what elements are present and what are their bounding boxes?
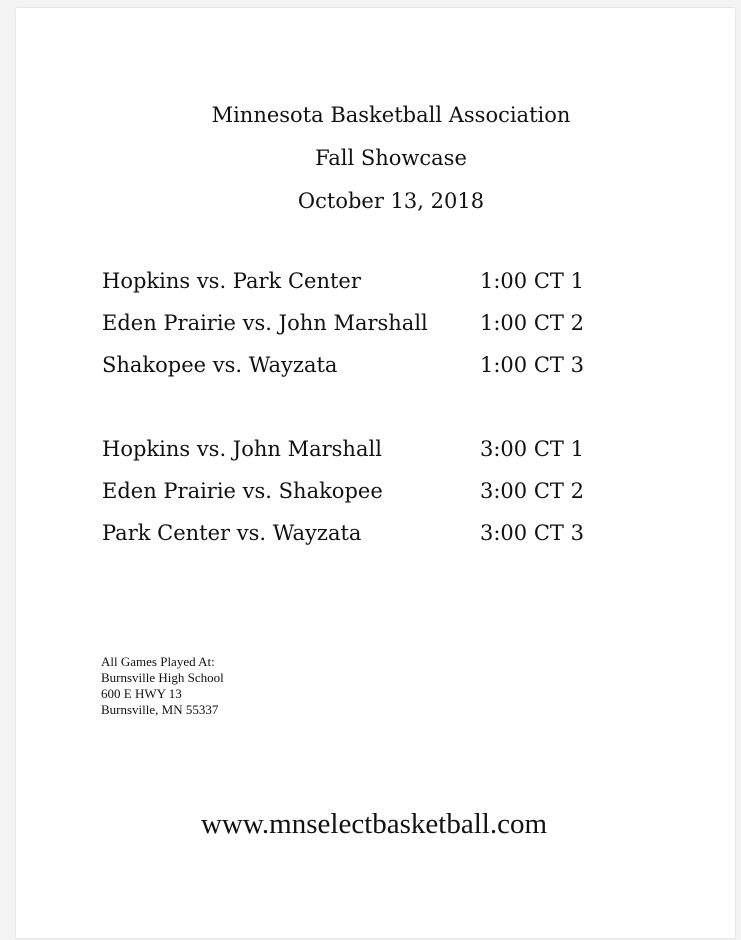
game-matchup: Eden Prairie vs. John Marshall (102, 311, 428, 335)
game-row (102, 344, 622, 386)
game-time-court: 1:00 CT 2 (480, 311, 584, 335)
venue-label: All Games Played At: (101, 654, 215, 669)
game-matchup: Hopkins vs. John Marshall (102, 437, 382, 461)
game-time-court: 1:00 CT 1 (480, 269, 584, 293)
game-row (102, 302, 622, 344)
game-time-court: 3:00 CT 2 (480, 479, 584, 503)
association-title: Minnesota Basketball Association (211, 103, 571, 127)
document-page (16, 8, 735, 938)
venue-street: 600 E HWY 13 (101, 686, 182, 701)
game-matchup: Eden Prairie vs. Shakopee (102, 479, 383, 503)
event-title: Fall Showcase (315, 146, 467, 170)
game-schedule (102, 260, 622, 554)
venue-block (101, 654, 224, 718)
game-row (102, 428, 622, 470)
event-date: October 13, 2018 (297, 189, 485, 213)
game-time-court: 3:00 CT 1 (480, 437, 584, 461)
game-row (102, 470, 622, 512)
game-time-court: 3:00 CT 3 (480, 521, 584, 545)
group-spacer (102, 386, 622, 428)
venue-name: Burnsville High School (101, 670, 224, 685)
game-row (102, 260, 622, 302)
game-row (102, 512, 622, 554)
game-matchup: Park Center vs. Wayzata (102, 521, 362, 545)
title-block (16, 94, 741, 223)
game-time-court: 1:00 CT 3 (480, 353, 584, 377)
game-matchup: Hopkins vs. Park Center (102, 269, 361, 293)
game-matchup: Shakopee vs. Wayzata (102, 353, 338, 377)
venue-city: Burnsville, MN 55337 (101, 702, 219, 717)
website-url: www.mnselectbasketball.com (200, 808, 548, 840)
